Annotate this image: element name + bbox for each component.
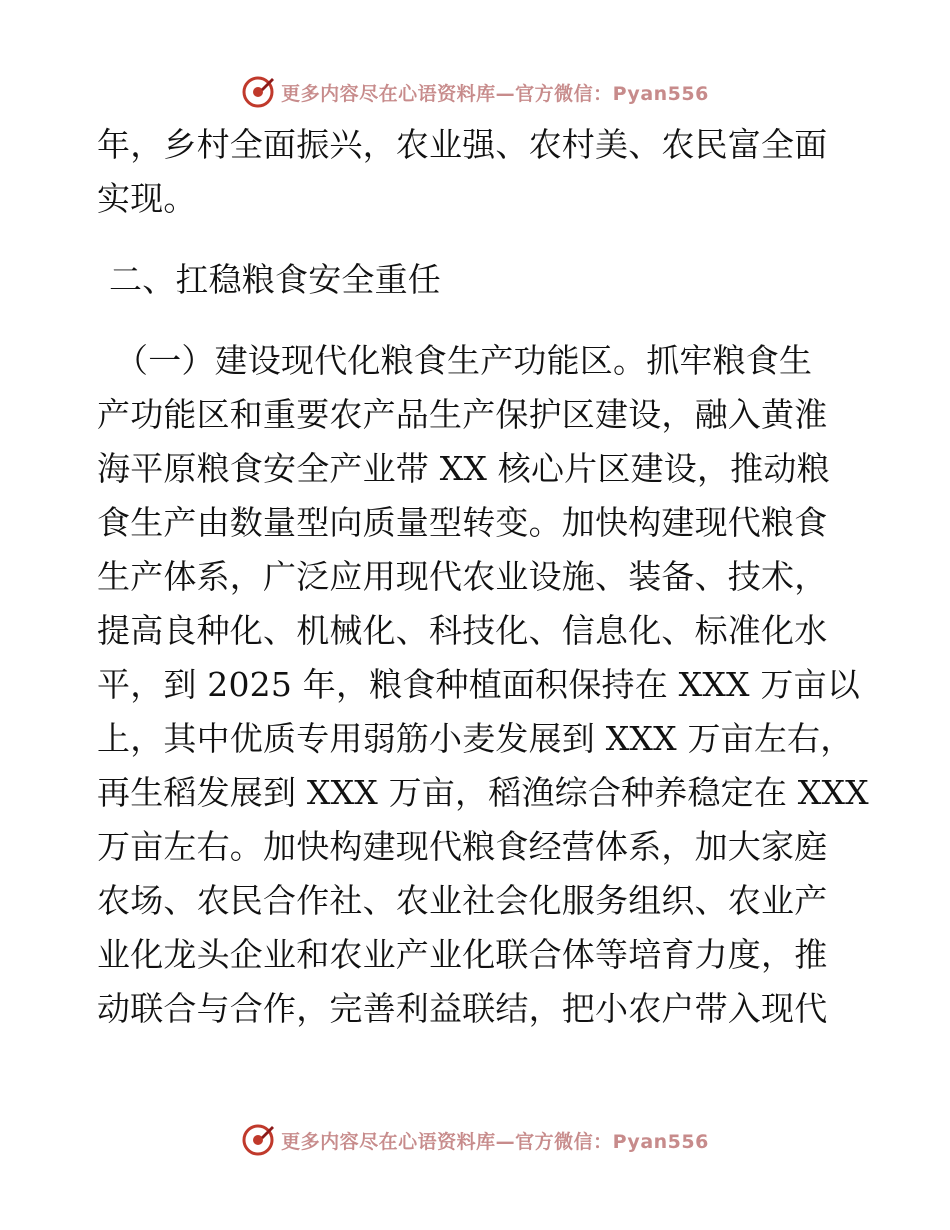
pen-logo-icon [241, 75, 275, 109]
text-line: 动联合与合作，完善利益联结，把小农户带入现代 [97, 989, 828, 1028]
text-line: 再生稻发展到 XXX 万亩，稻渔综合种养稳定在 XXX [97, 773, 869, 812]
text-line: 万亩左右。加快构建现代粮食经营体系，加大家庭 [97, 827, 828, 866]
watermark-header [0, 72, 950, 112]
text-line: （一）建设现代化粮食生产功能区。抓牢粮食生 [115, 341, 813, 380]
watermark-footer [0, 1120, 950, 1160]
text-line: 产功能区和重要农产品生产保护区建设，融入黄淮 [97, 395, 828, 434]
pen-logo-icon [241, 1123, 275, 1157]
document-body [97, 118, 869, 1036]
text-line: 食生产由数量型向质量型转变。加快构建现代粮食 [97, 503, 828, 542]
text-line: 实现。 [97, 179, 197, 218]
text-line: 生产体系，广泛应用现代农业设施、装备、技术， [97, 557, 828, 596]
text-line: 提高良种化、机械化、科技化、信息化、标准化水 [97, 611, 828, 650]
text-line: 农场、农民合作社、农业社会化服务组织、农业产 [97, 881, 828, 920]
text-line: 年，乡村全面振兴，农业强、农村美、农民富全面 [97, 125, 828, 164]
watermark-text: 更多内容尽在心语资料库—官方微信：Pyan556 [281, 1130, 709, 1153]
text-line: 平，到 2025 年，粮食种植面积保持在 XXX 万亩以 [97, 665, 861, 704]
text-line: 上，其中优质专用弱筋小麦发展到 XXX 万亩左右， [97, 719, 854, 758]
text-line: 业化龙头企业和农业产业化联合体等培育力度，推 [97, 935, 828, 974]
section-heading: 二、扛稳粮食安全重任 [109, 260, 441, 299]
watermark-text: 更多内容尽在心语资料库—官方微信：Pyan556 [281, 82, 709, 105]
text-line: 海平原粮食安全产业带 XX 核心片区建设，推动粮 [97, 449, 830, 488]
